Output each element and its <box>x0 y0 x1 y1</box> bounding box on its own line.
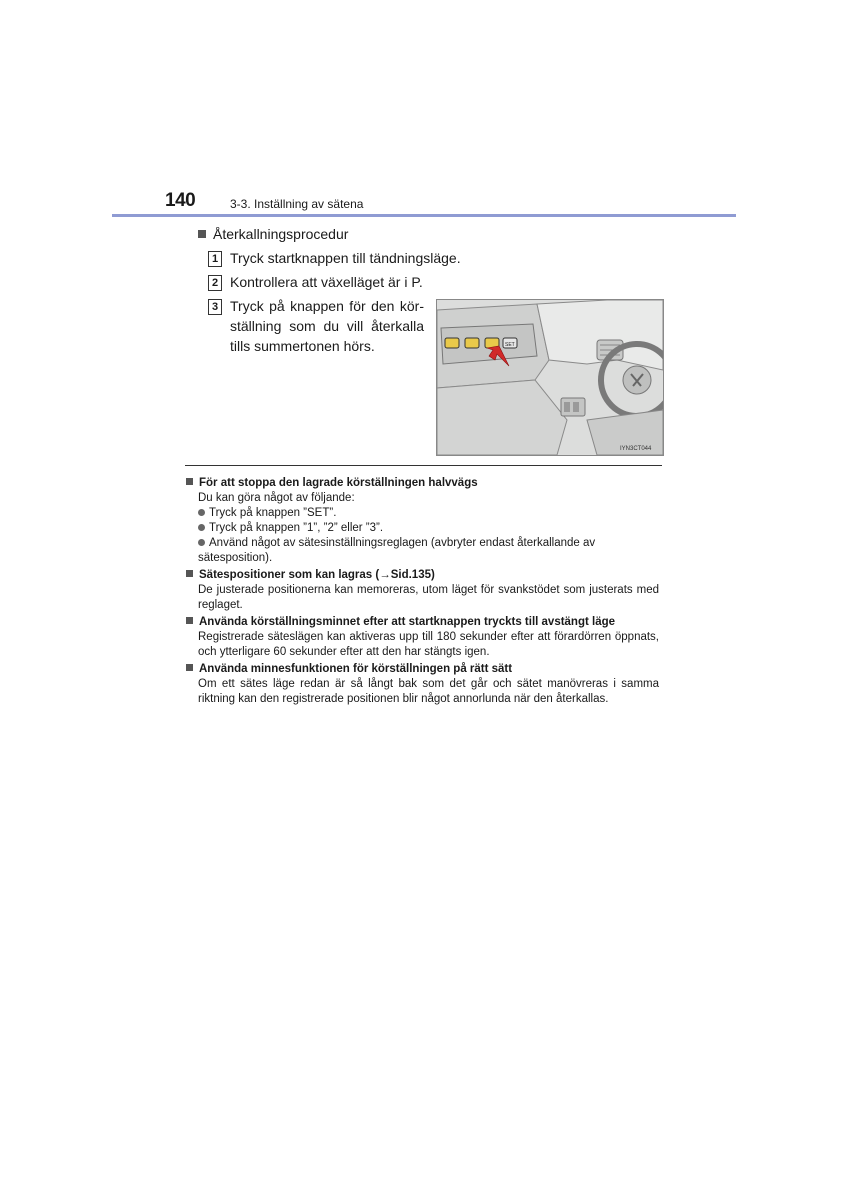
illustration-code: IYN3CT044 <box>620 446 652 452</box>
square-bullet-icon <box>186 664 193 671</box>
notes-section <box>186 474 659 707</box>
car-interior-drawing <box>437 300 663 455</box>
procedure-heading: Återkallningsprocedur <box>198 226 348 242</box>
square-bullet-icon <box>198 230 206 238</box>
note-body: De justerade positionerna kan memoreras, utom läget för svankstödet som justerats med reglaget. <box>198 584 659 611</box>
dot-bullet-icon <box>198 539 205 546</box>
notes-divider <box>185 465 662 466</box>
step-number: 1 <box>208 251 222 267</box>
note-heading: Använda körställningsminnet efter att startknappen tryckts till avstängt läge <box>186 615 659 630</box>
svg-text:SET: SET <box>505 342 515 348</box>
dot-bullet-icon <box>198 509 205 516</box>
note-body: Registrerade säteslägen kan aktiveras upp till 180 sekunder efter att förardörren öppnats, och ytterligare 60 sekunder efter att den har stängts igen. <box>198 631 659 658</box>
step-number: 3 <box>208 299 222 315</box>
page-number: 140 <box>165 190 196 211</box>
note-body: Om ett sätes läge redan är så långt bak som det går och sätet manövreras i samma riktning kan den registrerade positionen blir något annorlunda när den återkallas. <box>198 678 659 705</box>
section-title: 3-3. Inställning av sätena <box>230 197 364 211</box>
square-bullet-icon <box>186 617 193 624</box>
square-bullet-icon <box>186 478 193 485</box>
step-text: Kontrollera att växelläget är i P. <box>230 274 423 290</box>
procedure-step <box>208 272 423 292</box>
note-bullet: Tryck på knappen ”1”, ”2” eller ”3”. <box>186 521 659 536</box>
note-bullet: Tryck på knappen ”SET”. <box>186 506 659 521</box>
step-text: Tryck på knappen för den kör-ställning som du vill återkalla tills summertonen hörs. <box>230 298 424 354</box>
procedure-step <box>208 248 461 268</box>
note-heading: Sätespositioner som kan lagras (→Sid.135) <box>186 568 659 583</box>
note-heading: Använda minnesfunktionen för körställningen på rätt sätt <box>186 662 659 677</box>
header-rule <box>112 214 736 217</box>
note-bullet: Använd något av sätesinställningsreglagen (avbryter endast återkallande av sätesposition). <box>198 537 596 564</box>
note-heading: För att stoppa den lagrade körställningen halvvägs <box>186 476 659 491</box>
memory-button-illustration <box>436 299 664 456</box>
step-text: Tryck startknappen till tändningsläge. <box>230 250 461 266</box>
square-bullet-icon <box>186 570 193 577</box>
dot-bullet-icon <box>198 524 205 531</box>
note-body: Du kan göra något av följande: <box>198 492 355 504</box>
step-number: 2 <box>208 275 222 291</box>
